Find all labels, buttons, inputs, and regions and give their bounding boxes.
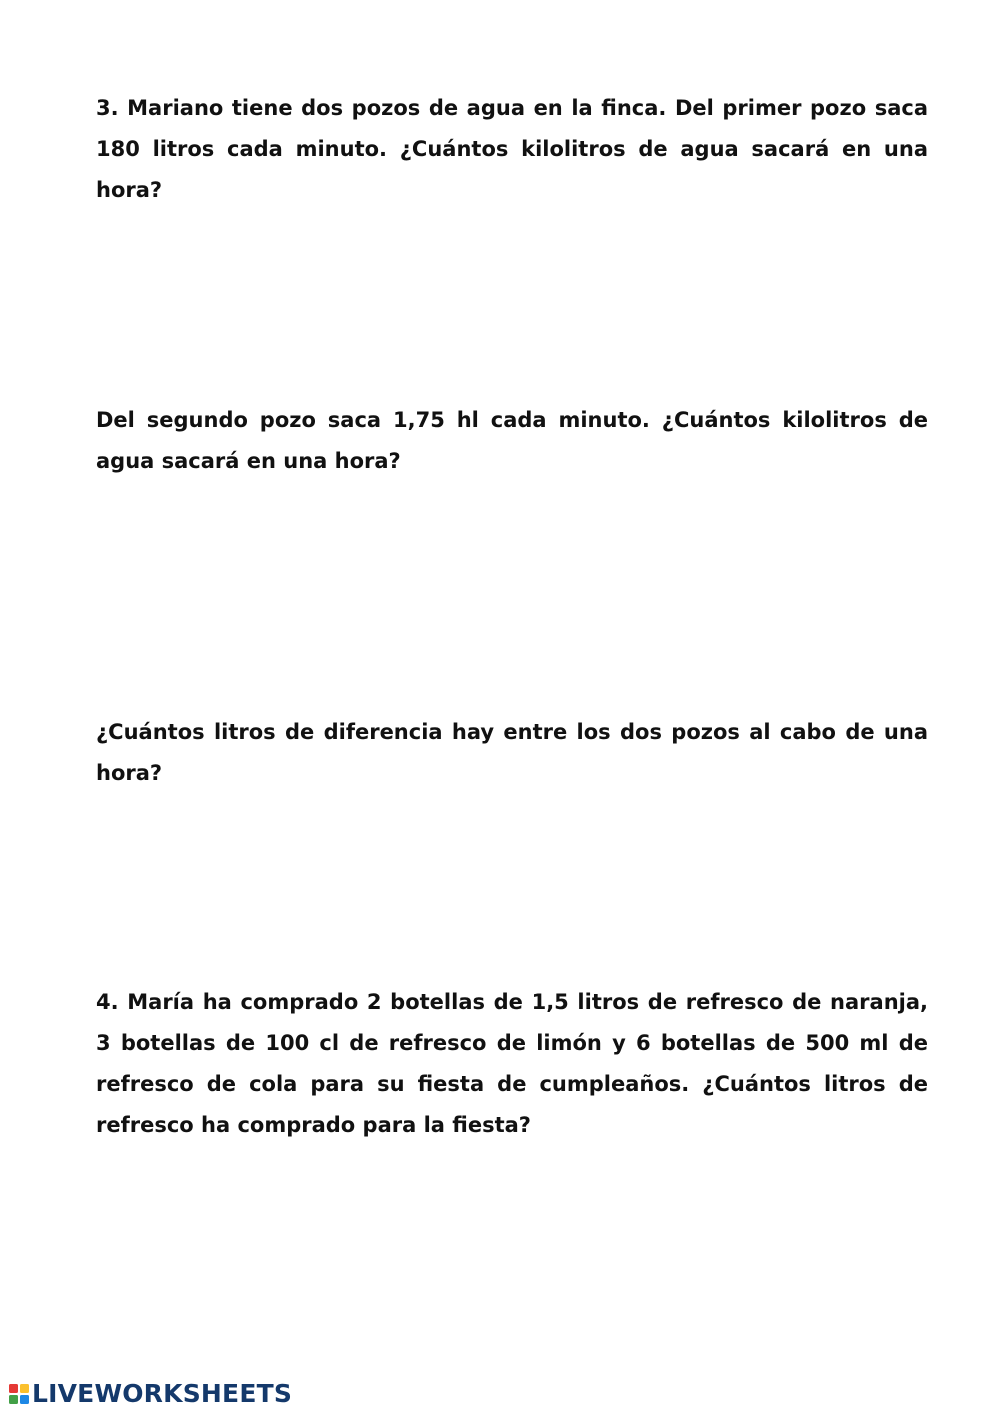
- liveworksheets-logo: [8, 1380, 292, 1408]
- problem-4: 4. María ha comprado 2 botellas de 1,5 litros de refresco de naranja, 3 botellas de 100 cl de refresco de limón y 6 botellas de 500 ml de refresco de cola para su fiesta de cumpleaños. ¿Cuántos litros de refresco ha comprado para la fiesta?: [96, 990, 928, 1137]
- problem-3-part-2: Del segundo pozo saca 1,75 hl cada minuto. ¿Cuántos kilolitros de agua sacará en una hora?: [96, 408, 928, 473]
- problem-3-part-1: 3. Mariano tiene dos pozos de agua en la finca. Del primer pozo saca 180 litros cada minuto. ¿Cuántos kilolitros de agua sacará en una hora?: [96, 96, 928, 202]
- logo-text: LIVEWORKSHEETS: [32, 1379, 293, 1408]
- liveworksheets-logo-icon: [8, 1383, 30, 1405]
- problem-3-part-3: ¿Cuántos litros de diferencia hay entre los dos pozos al cabo de una hora?: [96, 720, 928, 785]
